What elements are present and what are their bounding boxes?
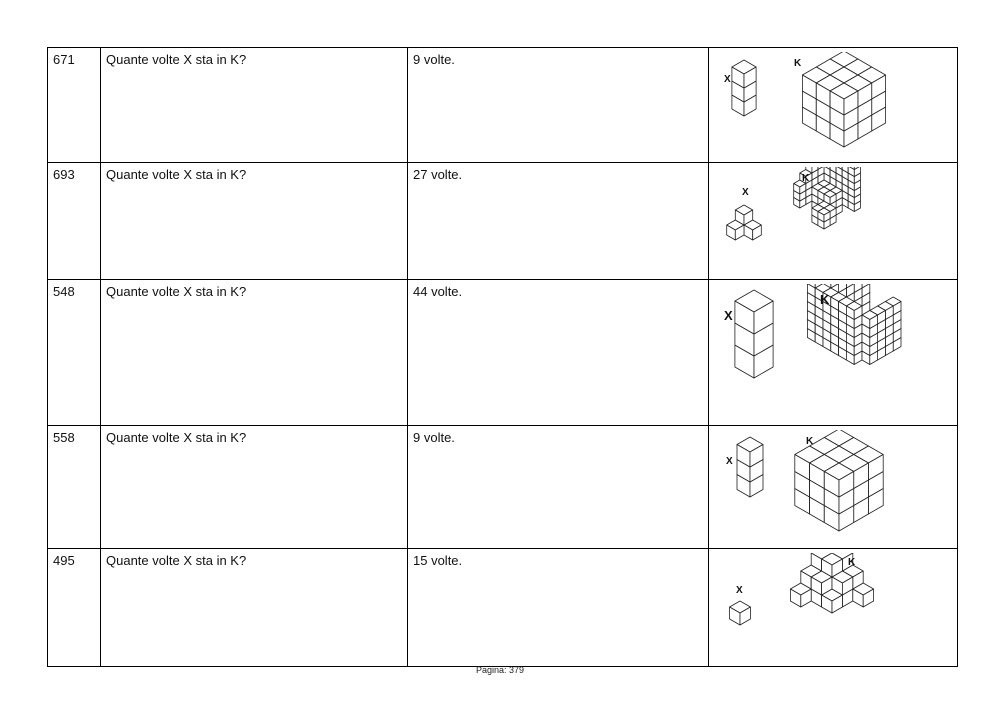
k-label: K	[802, 173, 810, 184]
question-id: 558	[48, 426, 101, 549]
question-id: 495	[48, 549, 101, 667]
table-row	[48, 48, 958, 163]
answer-text: 27 volte.	[408, 163, 709, 280]
k-label: K	[820, 292, 830, 307]
question-id: 548	[48, 280, 101, 426]
question-text: Quante volte X sta in K?	[101, 163, 408, 280]
answer-text: 44 volte.	[408, 280, 709, 426]
x-label: X	[724, 74, 731, 85]
question-id: 693	[48, 163, 101, 280]
figure-cell	[709, 280, 958, 426]
answer-text: 9 volte.	[408, 48, 709, 163]
question-table	[47, 47, 958, 667]
k-label: K	[848, 557, 856, 568]
figure-cell	[709, 163, 958, 280]
page-number: Pagina: 379	[475, 665, 525, 675]
cube-figure-548	[714, 284, 958, 421]
question-text: Quante volte X sta in K?	[101, 48, 408, 163]
x-label: X	[726, 456, 733, 467]
question-text: Quante volte X sta in K?	[101, 426, 408, 549]
figure-cell	[709, 48, 958, 163]
cube-figure-671	[714, 52, 958, 158]
table-row	[48, 280, 958, 426]
question-id: 671	[48, 48, 101, 163]
cube-figure-558	[714, 430, 958, 544]
table-row	[48, 549, 958, 667]
answer-text: 15 volte.	[408, 549, 709, 667]
k-label: K	[794, 58, 802, 69]
x-label: X	[724, 308, 733, 323]
answer-text: 9 volte.	[408, 426, 709, 549]
cube-figure-693	[714, 167, 958, 275]
table-row	[48, 163, 958, 280]
x-label: X	[742, 187, 749, 198]
table-row	[48, 426, 958, 549]
question-text: Quante volte X sta in K?	[101, 280, 408, 426]
x-label: X	[736, 585, 743, 596]
figure-cell	[709, 549, 958, 667]
k-label: K	[806, 436, 814, 447]
question-text: Quante volte X sta in K?	[101, 549, 408, 667]
figure-cell	[709, 426, 958, 549]
cube-figure-495	[714, 553, 958, 662]
